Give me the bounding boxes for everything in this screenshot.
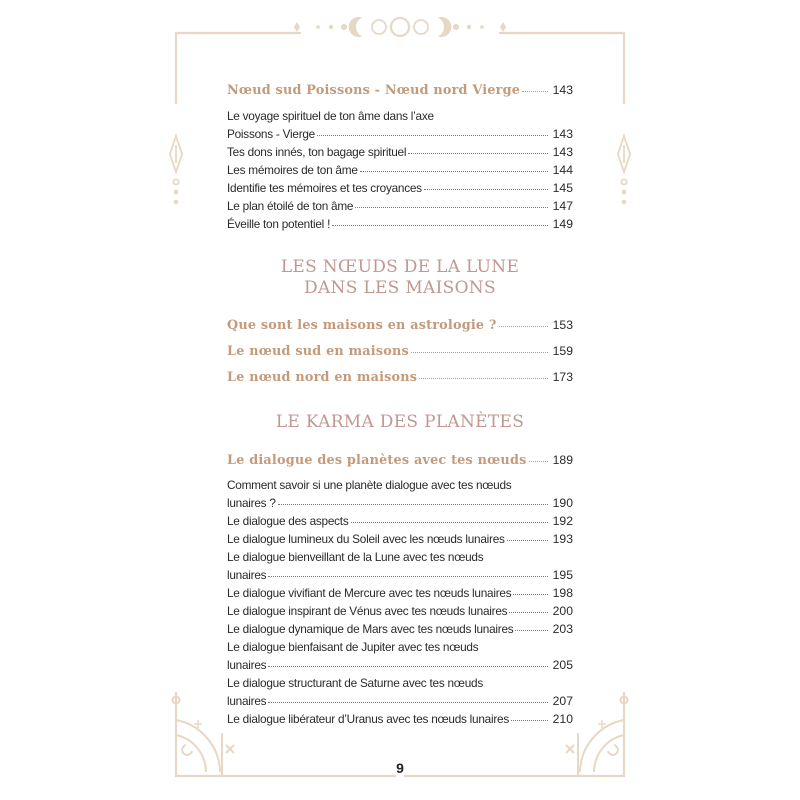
entry-page: 147	[552, 199, 573, 213]
entry-title: Le plan étoilé de ton âme	[227, 199, 354, 213]
toc-entry[interactable]	[227, 584, 573, 602]
section-title-line: DANS LES MAISONS	[304, 278, 496, 298]
entry-title: lunaires	[227, 568, 267, 582]
entry-page: 210	[552, 712, 573, 726]
section-title-line: LES NŒUDS DE LA LUNE	[280, 257, 520, 277]
section-title-line: LE KARMA DES PLANÈTES	[275, 412, 525, 432]
section-title	[227, 412, 573, 433]
toc-entry[interactable]	[227, 692, 573, 710]
entry-title: Le nœud sud en maisons	[227, 344, 409, 359]
entry-title: lunaires	[227, 658, 267, 672]
dot-leader	[268, 666, 547, 667]
toc-entry[interactable]	[227, 179, 573, 197]
dot-leader	[515, 630, 547, 631]
entry-title: Poissons - Vierge	[227, 127, 315, 141]
dot-leader	[278, 504, 548, 505]
dot-leader	[511, 720, 548, 721]
entry-title: Nœud sud Poissons - Nœud nord Vierge	[227, 83, 521, 98]
entry-page: 203	[552, 622, 573, 636]
entry-page: 143	[552, 145, 573, 159]
dot-leader	[351, 522, 548, 523]
entry-title: Le dialogue inspirant de Vénus avec tes nœuds lunaires	[227, 604, 508, 618]
dot-leader	[529, 461, 548, 462]
toc-entry[interactable]	[227, 548, 573, 566]
dot-leader	[513, 594, 547, 595]
toc-section-2	[227, 257, 573, 388]
entry-page: 143	[552, 127, 573, 141]
entry-title: Tes dons innés, ton bagage spirituel	[227, 145, 407, 159]
dot-leader	[268, 702, 547, 703]
dot-leader	[317, 135, 548, 136]
entry-page: 198	[552, 586, 573, 600]
entry-page: 207	[552, 694, 573, 708]
entry-title: Identifie tes mémoires et tes croyances	[227, 181, 422, 195]
toc-entry[interactable]	[227, 161, 573, 179]
toc-entry[interactable]	[227, 107, 573, 125]
dot-leader	[522, 91, 548, 92]
dot-leader	[424, 189, 548, 190]
entry-page: 149	[552, 217, 573, 231]
page-number: 9	[396, 760, 404, 776]
entry-title: Le dialogue bienveillant de la Lune avec tes nœuds	[227, 550, 484, 564]
entry-title: lunaires ?	[227, 496, 276, 510]
toc-entry[interactable]	[227, 674, 573, 692]
dot-leader	[509, 612, 547, 613]
dot-leader	[268, 576, 547, 577]
entry-title: Le dialogue vivifiant de Mercure avec tes nœuds lunaires	[227, 586, 512, 600]
entry-title: lunaires	[227, 694, 267, 708]
dot-leader	[360, 171, 548, 172]
toc-entry[interactable]	[227, 125, 573, 143]
toc-entry[interactable]	[227, 602, 573, 620]
toc-entry[interactable]	[227, 215, 573, 233]
entry-page: 193	[552, 532, 573, 546]
toc-entry[interactable]	[227, 710, 573, 728]
entry-title: Les mémoires de ton âme	[227, 163, 358, 177]
entry-page: 195	[552, 568, 573, 582]
entry-page: 145	[552, 181, 573, 195]
toc-heading-entry[interactable]	[227, 367, 573, 388]
dot-leader	[355, 207, 547, 208]
toc-heading-entry[interactable]	[227, 315, 573, 336]
entry-page: 200	[552, 604, 573, 618]
entry-title: Le dialogue bienfaisant de Jupiter avec tes nœuds	[227, 640, 479, 654]
entry-page: 173	[552, 370, 573, 384]
entry-page: 192	[552, 514, 573, 528]
entry-page: 143	[552, 83, 573, 97]
toc-entry[interactable]	[227, 638, 573, 656]
dot-leader	[411, 352, 548, 353]
entry-page: 190	[552, 496, 573, 510]
diamond-ornament	[618, 136, 630, 203]
entry-page: 189	[552, 453, 573, 467]
toc-entry[interactable]	[227, 476, 573, 494]
dot-leader	[408, 153, 547, 154]
toc-heading-entry[interactable]	[227, 450, 573, 471]
toc-entry[interactable]	[227, 656, 573, 674]
toc-section-3	[227, 412, 573, 728]
toc-heading-entry[interactable]	[227, 341, 573, 362]
entry-title: Le dialogue lumineux du Soleil avec les nœuds lunaires	[227, 532, 505, 546]
entry-title: Le dialogue des planètes avec tes nœuds	[227, 453, 527, 468]
toc-heading-entry[interactable]	[227, 80, 573, 101]
section-title	[227, 257, 573, 299]
entry-title: Que sont les maisons en astrologie ?	[227, 318, 497, 333]
toc-entry[interactable]	[227, 143, 573, 161]
table-of-contents	[227, 76, 573, 728]
entry-page: 144	[552, 163, 573, 177]
toc-section-1	[227, 76, 573, 233]
toc-entry[interactable]	[227, 620, 573, 638]
dot-leader	[419, 378, 547, 379]
diamond-ornament	[170, 136, 182, 203]
entry-title: Éveille ton potentiel !	[227, 217, 331, 231]
toc-entry[interactable]	[227, 566, 573, 584]
entry-title: Le dialogue libérateur d’Uranus avec tes nœuds lunaires	[227, 712, 509, 726]
entry-title: Le nœud nord en maisons	[227, 370, 418, 385]
moon-phases-ornament	[294, 17, 506, 37]
toc-entry[interactable]	[227, 512, 573, 530]
entry-page: 153	[552, 318, 573, 332]
toc-entry[interactable]	[227, 494, 573, 512]
entry-title: Le voyage spirituel de ton âme dans l’axe	[227, 109, 434, 123]
toc-entry[interactable]	[227, 530, 573, 548]
entry-title: Comment savoir si une planète dialogue avec tes nœuds	[227, 478, 512, 492]
entry-title: Le dialogue structurant de Saturne avec tes nœuds	[227, 676, 483, 690]
dot-leader	[499, 326, 548, 327]
entry-title: Le dialogue dynamique de Mars avec tes nœuds lunaires	[227, 622, 514, 636]
entry-page: 205	[552, 658, 573, 672]
dot-leader	[332, 225, 548, 226]
entry-page: 159	[552, 344, 573, 358]
toc-entry[interactable]	[227, 197, 573, 215]
entry-title: Le dialogue des aspects	[227, 514, 349, 528]
dot-leader	[507, 540, 548, 541]
